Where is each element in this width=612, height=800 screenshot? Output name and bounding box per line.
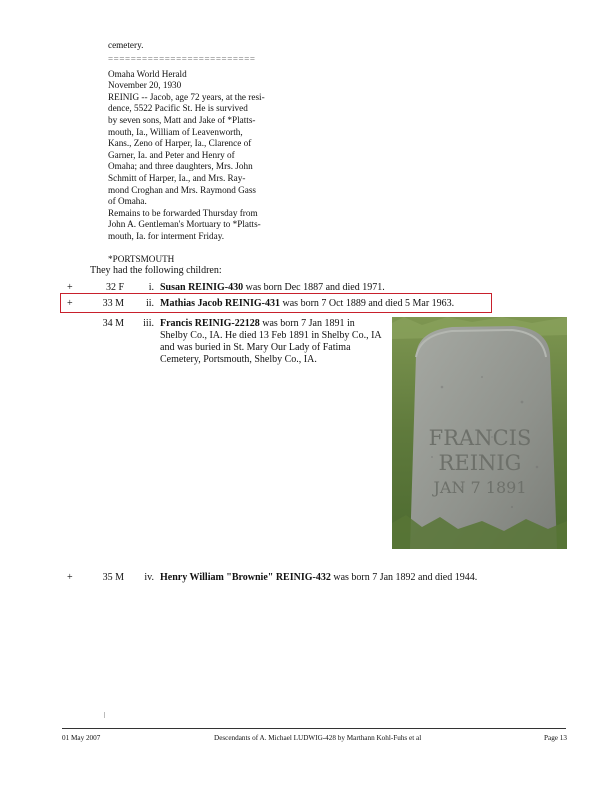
- child-number: 34 M: [102, 318, 124, 329]
- obituary-line: John A. Gentleman's Mortuary to *Platts-: [108, 219, 261, 230]
- obituary-footnote: *PORTSMOUTH: [108, 253, 175, 264]
- descendants-marker: +: [67, 572, 73, 583]
- footer-title: Descendants of A. Michael LUDWIG-428 by Marthann Kohl-Fuhs et al: [214, 734, 422, 742]
- obituary-line: November 20, 1930: [108, 80, 182, 91]
- child-detail: was born 7 Jan 1891 in: [259, 318, 355, 329]
- separator: ==========================: [108, 53, 256, 64]
- obituary-line: Remains to be forwarded Thursday from: [108, 207, 258, 218]
- child-number: 32 F: [105, 282, 124, 293]
- obituary-line: mouth, Ia., William of Leavenworth,: [108, 126, 243, 137]
- child-ordinal: ii.: [145, 298, 154, 309]
- child-text: [160, 572, 490, 584]
- child-text: [160, 298, 490, 310]
- child-detail: was born Dec 1887 and died 1971.: [243, 282, 385, 293]
- child-detail: was born 7 Oct 1889 and died 5 Mar 1963.: [280, 298, 455, 309]
- child-name: Henry William "Brownie" REINIG-432: [160, 572, 331, 583]
- obituary-line: Omaha World Herald: [108, 68, 187, 79]
- descendants-marker: +: [67, 282, 73, 293]
- child-number: 35 M: [102, 572, 124, 583]
- child-ordinal: i.: [148, 282, 154, 293]
- footer-date: 01 May 2007: [62, 734, 101, 742]
- gravestone-date: JAN 7 1891: [433, 478, 527, 497]
- gravestone-photo: [392, 317, 567, 549]
- child-detail: Shelby Co., IA. He died 13 Feb 1891 in Shelby Co., IA: [160, 330, 382, 341]
- child-detail: was born 7 Jan 1892 and died 1944.: [330, 572, 478, 583]
- obituary-line: by seven sons, Matt and Jake of *Platts-: [108, 114, 256, 125]
- obituary-line: Omaha; and three daughters, Mrs. John: [108, 161, 253, 172]
- child-ordinal: iii.: [143, 318, 154, 329]
- child-name: Francis REINIG-22128: [160, 318, 260, 329]
- gravestone-name: FRANCIS: [428, 426, 532, 450]
- obituary-line: REINIG -- Jacob, age 72 years, at the resi-: [108, 91, 265, 102]
- child-name: Mathias Jacob REINIG-431: [160, 298, 281, 309]
- obituary-block: [108, 40, 308, 265]
- child-text: [160, 282, 490, 294]
- gravestone-surname: REINIG: [438, 451, 522, 475]
- page-number: Page 13: [544, 734, 567, 742]
- obituary-line: of Omaha.: [108, 196, 147, 207]
- obituary-lead: cemetery.: [108, 40, 144, 50]
- obituary-line: Schmitt of Harper, Ia., and Mrs. Ray-: [108, 172, 246, 183]
- footer-divider: [62, 728, 566, 729]
- obituary-line: Garner, Ia. and Peter and Henry of: [108, 149, 235, 160]
- obituary-line: mond Croghan and Mrs. Raymond Gass: [108, 184, 257, 195]
- descendants-marker: +: [67, 298, 73, 309]
- child-name: Susan REINIG-430: [160, 282, 244, 293]
- children-intro: They had the following children:: [90, 265, 222, 276]
- scan-mark: [104, 712, 105, 718]
- child-detail: and was buried in St. Mary Our Lady of Fatima: [160, 342, 351, 353]
- child-number: 33 M: [102, 298, 124, 309]
- obituary-line: dence, 5522 Pacific St. He is survived: [108, 103, 248, 114]
- child-detail: Cemetery, Portsmouth, Shelby Co., IA.: [160, 354, 317, 365]
- child-ordinal: iv.: [144, 572, 154, 583]
- obituary-line: mouth, Ia. for interment Friday.: [108, 230, 225, 241]
- obituary-line: Kans., Zeno of Harper, Ia., Clarence of: [108, 138, 252, 149]
